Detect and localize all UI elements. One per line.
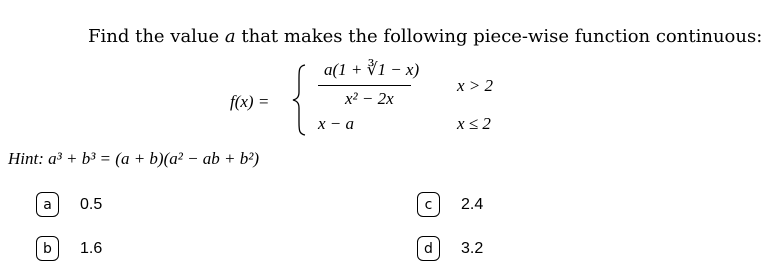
choice-a[interactable] — [36, 192, 102, 217]
question-variable: a — [224, 26, 236, 47]
fraction-bar — [318, 85, 411, 86]
question-text — [88, 26, 762, 47]
choice-value: 0.5 — [80, 195, 103, 213]
question-text-before: Find the value — [88, 26, 225, 47]
choice-d[interactable] — [417, 236, 483, 261]
case1-condition: x > 2 — [457, 76, 494, 95]
function-lhs: f(x) = — [230, 92, 270, 111]
question-text-after: that makes the following piece-wise function continuous: — [235, 26, 763, 47]
hint — [8, 149, 259, 169]
case2-expression: x − a — [318, 114, 355, 133]
choice-value: 2.4 — [461, 195, 484, 213]
hint-formula: a³ + b³ = (a + b)(a² − ab + b²) — [48, 149, 260, 168]
case1-denominator: x² − 2x — [345, 89, 394, 108]
choice-letter-box[interactable]: a — [36, 192, 59, 217]
choice-value: 3.2 — [461, 239, 484, 257]
case2-condition: x ≤ 2 — [457, 114, 491, 133]
choice-letter-box[interactable]: d — [417, 236, 440, 261]
choice-letter-box[interactable]: c — [417, 192, 440, 217]
hint-label: Hint: — [8, 149, 44, 168]
case1-numerator: a(1 + ∛1 − x) — [324, 60, 420, 79]
left-brace-icon — [292, 64, 306, 136]
choice-value: 1.6 — [80, 239, 103, 257]
choice-letter-box[interactable]: b — [36, 236, 59, 261]
choice-c[interactable] — [417, 192, 483, 217]
choice-b[interactable] — [36, 236, 102, 261]
